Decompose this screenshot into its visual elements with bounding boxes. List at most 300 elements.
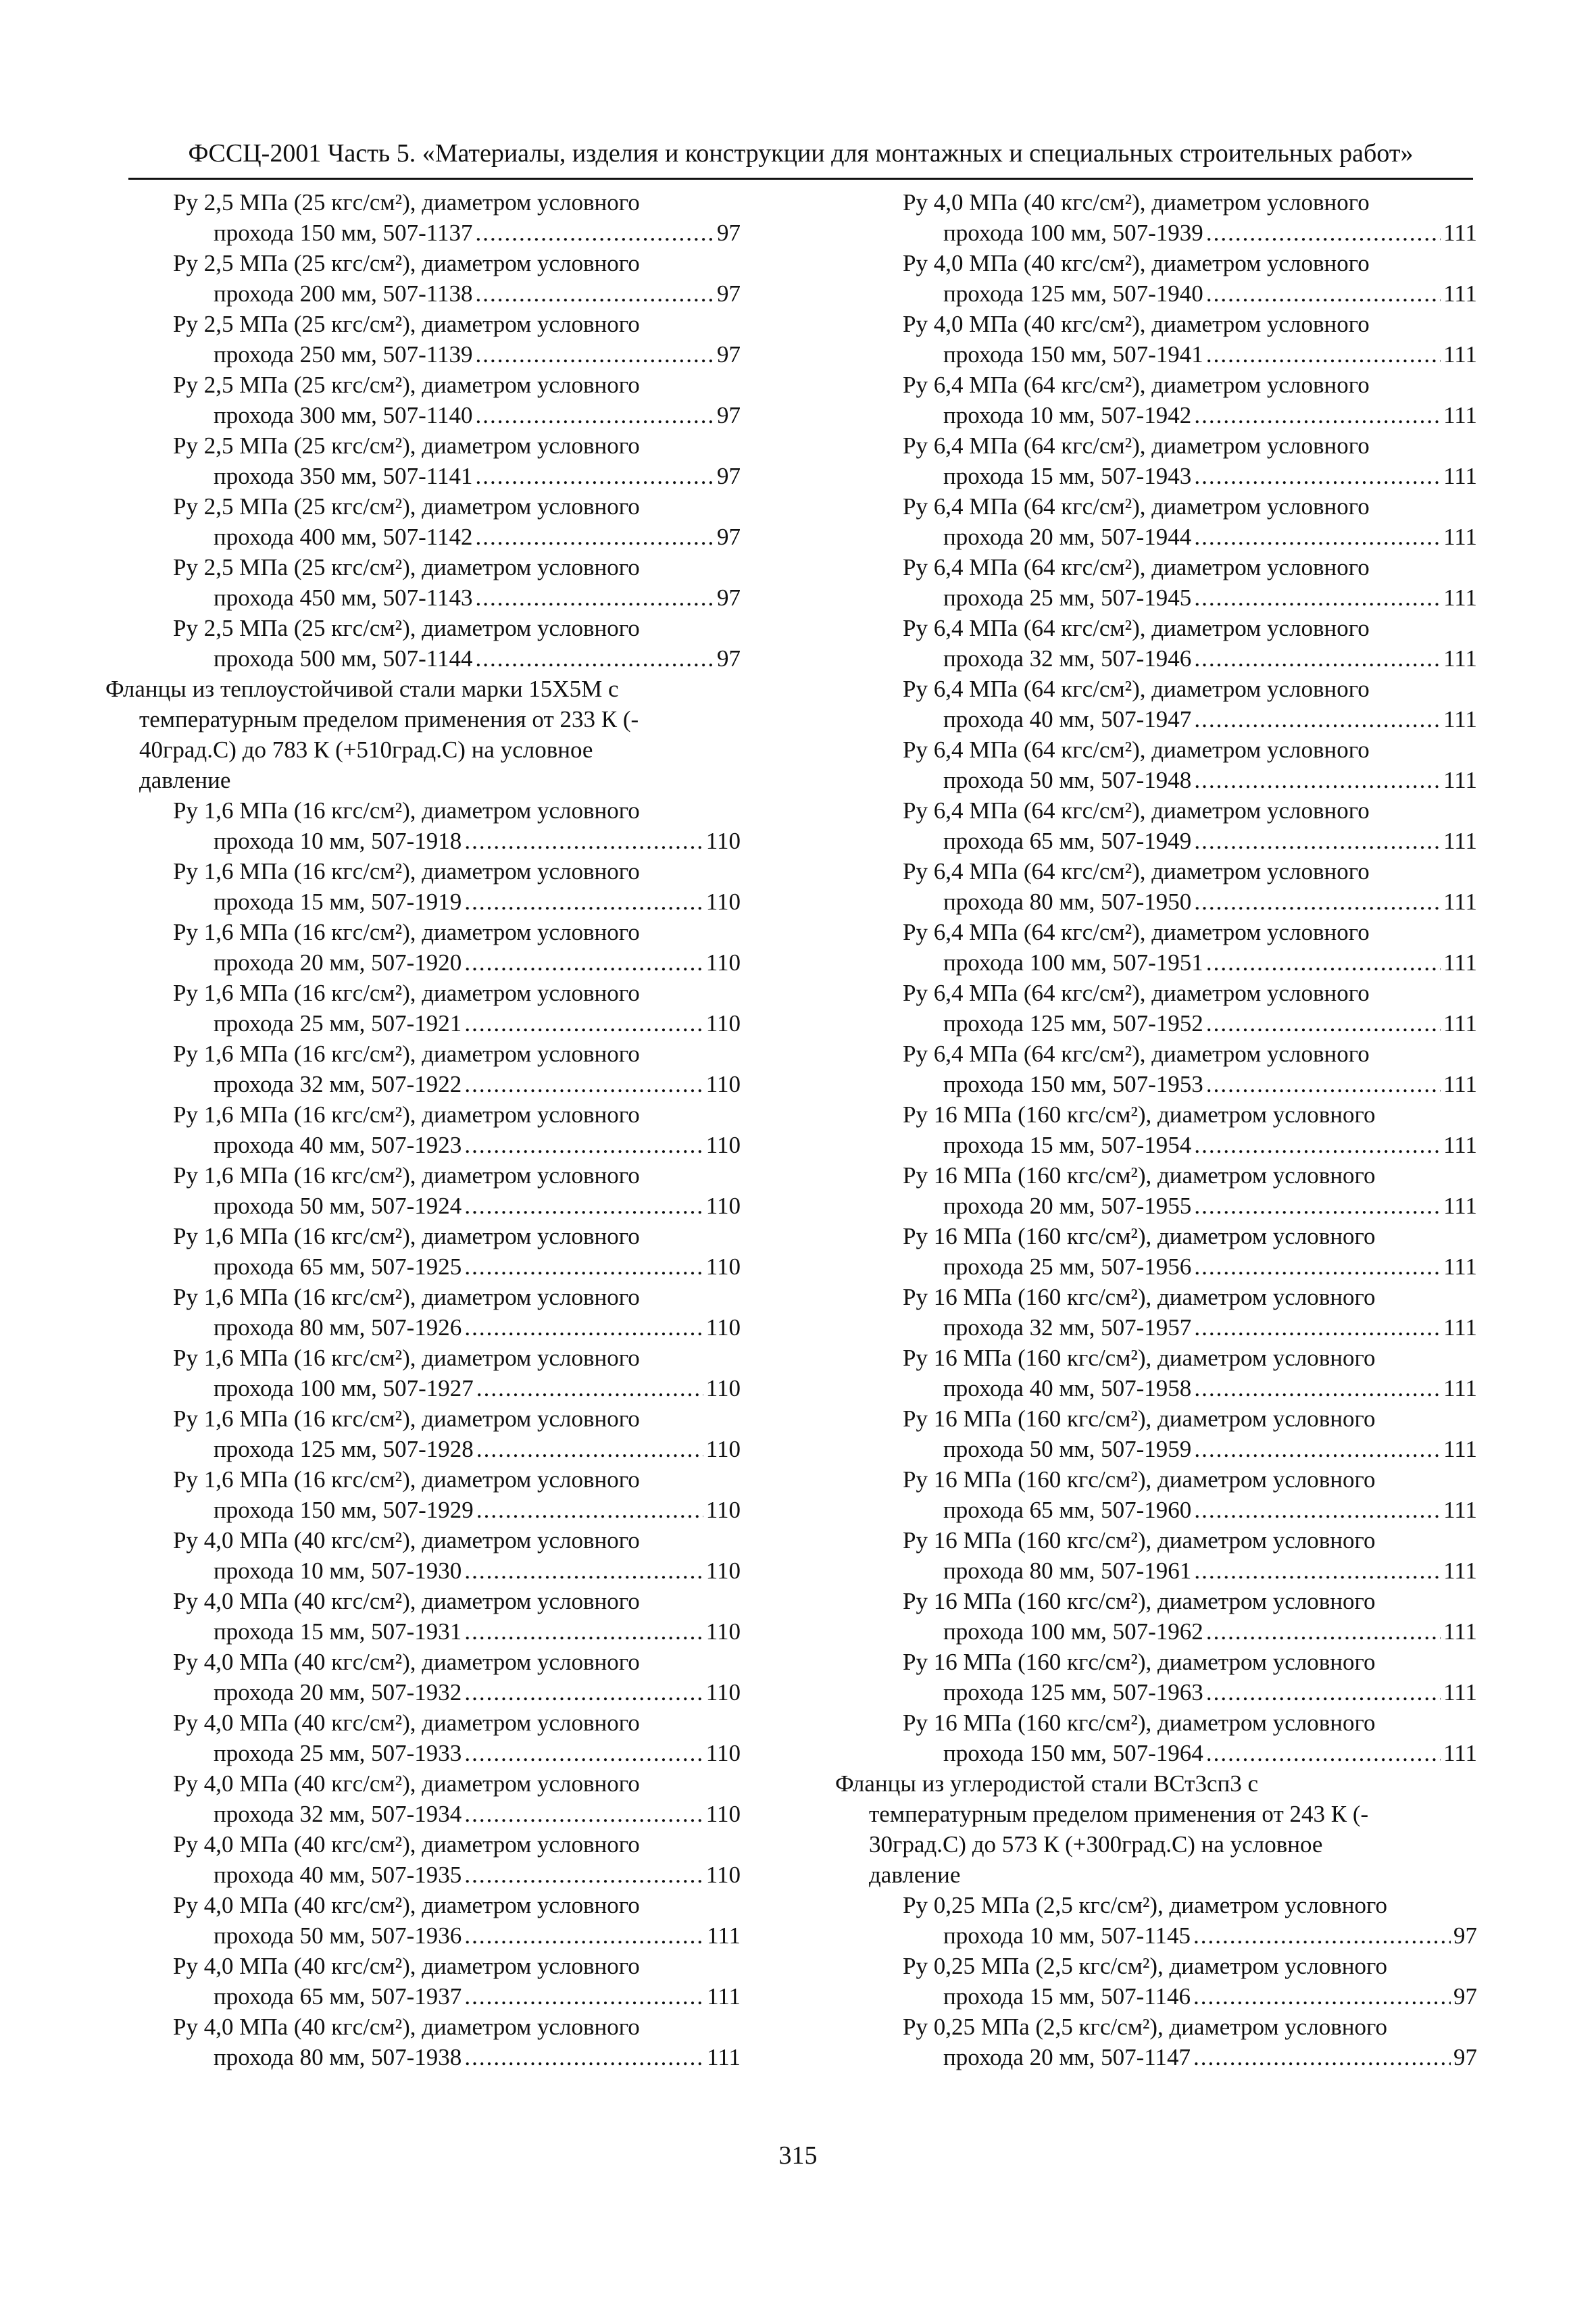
entry-code-line (105, 1920, 741, 1951)
index-entry (835, 1099, 1477, 1160)
entry-code: прохода 20 мм, 507-1920 (214, 949, 462, 976)
dot-leader (1194, 400, 1441, 430)
index-entry (105, 1343, 741, 1403)
entry-page-ref: 111 (1443, 1497, 1477, 1523)
entry-description: Ру 6,4 МПа (64 кгс/см²), диаметром условного (903, 737, 1370, 763)
dot-leader (476, 461, 714, 491)
index-entry (105, 1768, 741, 1829)
entry-page-ref: 111 (1443, 767, 1477, 793)
entry-page-ref: 97 (1453, 2044, 1477, 2070)
index-entry (835, 1343, 1477, 1403)
entry-page-ref: 111 (1443, 524, 1477, 550)
entry-code-line (105, 582, 741, 613)
entry-code: прохода 10 мм, 507-1918 (214, 828, 462, 854)
index-entry (835, 1282, 1477, 1343)
entry-page-ref: 111 (1443, 645, 1477, 672)
entry-code-line (835, 1555, 1477, 1586)
index-entry (105, 856, 741, 917)
entry-code: прохода 150 мм, 507-1941 (943, 341, 1203, 368)
entry-page-ref: 111 (1443, 1740, 1477, 1766)
entry-page-ref: 110 (705, 1314, 741, 1341)
entry-code: прохода 32 мм, 507-1922 (214, 1071, 462, 1097)
entry-description: Ру 6,4 МПа (64 кгс/см²), диаметром условного (903, 919, 1370, 945)
entry-code-line (835, 947, 1477, 978)
entry-page-ref: 111 (1443, 1132, 1477, 1158)
dot-leader (464, 2042, 704, 2072)
dot-leader (464, 1799, 703, 1829)
dot-leader (1206, 278, 1441, 309)
index-entry (105, 978, 741, 1039)
dot-leader (1206, 1008, 1441, 1039)
index-entry (105, 430, 741, 491)
entry-page-ref: 97 (717, 584, 741, 611)
entry-page-ref: 110 (705, 1375, 741, 1401)
entry-code-line (105, 1616, 741, 1647)
index-entry (105, 1708, 741, 1768)
entry-description: Ру 4,0 МПа (40 кгс/см²), диаметром условного (173, 1527, 640, 1553)
dot-leader (1194, 1312, 1441, 1343)
entry-description: Ру 16 МПа (160 кгс/см²), диаметром условного (903, 1405, 1376, 1432)
dot-leader (476, 1373, 703, 1403)
entry-description: Ру 2,5 МПа (25 кгс/см²), диаметром условного (173, 311, 640, 337)
dot-leader (464, 1860, 703, 1890)
entry-page-ref: 97 (717, 220, 741, 246)
index-entry (105, 1221, 741, 1282)
entry-code-line (835, 1373, 1477, 1403)
entry-code: прохода 50 мм, 507-1948 (943, 767, 1192, 793)
entry-code: прохода 450 мм, 507-1143 (214, 584, 473, 611)
entry-page-ref: 111 (1443, 341, 1477, 368)
entry-code: прохода 65 мм, 507-1960 (943, 1497, 1192, 1523)
dot-leader (1206, 1616, 1441, 1647)
dot-leader (1194, 704, 1441, 735)
index-entry (105, 1282, 741, 1343)
entry-code: прохода 125 мм, 507-1952 (943, 1010, 1203, 1037)
dot-leader (1194, 1251, 1441, 1282)
index-entry (105, 1829, 741, 1890)
index-entry (835, 430, 1477, 491)
entry-code: прохода 150 мм, 507-1929 (214, 1497, 474, 1523)
page-number: 315 (778, 2141, 818, 2170)
entry-code: прохода 25 мм, 507-1956 (943, 1253, 1192, 1280)
entry-page-ref: 97 (1453, 1983, 1477, 2010)
entry-description: Ру 16 МПа (160 кгс/см²), диаметром условного (903, 1588, 1376, 1614)
dot-leader (1194, 1555, 1441, 1586)
entry-page-ref: 111 (1443, 1010, 1477, 1037)
entry-code-line (105, 2042, 741, 2072)
index-entry (105, 309, 741, 370)
entry-code: прохода 250 мм, 507-1139 (214, 341, 473, 368)
dot-leader (476, 1434, 703, 1464)
entry-code: прохода 10 мм, 507-1145 (943, 1922, 1191, 1949)
entry-code-line (105, 947, 741, 978)
entry-code-line (835, 1191, 1477, 1221)
entry-code-line (835, 1251, 1477, 1282)
entry-page-ref: 97 (717, 280, 741, 307)
entry-code: прохода 25 мм, 507-1933 (214, 1740, 462, 1766)
entry-code: прохода 300 мм, 507-1140 (214, 402, 473, 428)
entry-code-line (835, 1920, 1477, 1951)
entry-description: Ру 4,0 МПа (40 кгс/см²), диаметром условного (173, 2014, 640, 2040)
entry-code: прохода 40 мм, 507-1923 (214, 1132, 462, 1158)
index-entry (835, 1464, 1477, 1525)
entry-code-line (105, 1434, 741, 1464)
entry-page-ref: 110 (705, 1862, 741, 1888)
entry-description: Ру 2,5 МПа (25 кгс/см²), диаметром условного (173, 250, 640, 276)
dot-leader (1194, 1191, 1441, 1221)
index-entry (835, 1951, 1477, 2012)
entry-code: прохода 125 мм, 507-1963 (943, 1679, 1203, 1706)
entry-code-line (835, 1495, 1477, 1525)
entry-code: прохода 125 мм, 507-1928 (214, 1436, 474, 1462)
entry-code: прохода 20 мм, 507-1944 (943, 524, 1192, 550)
dot-leader (464, 1738, 703, 1768)
entry-code-line (105, 887, 741, 917)
index-entry (835, 187, 1477, 248)
section-heading (835, 1768, 1477, 1890)
entry-description: Ру 0,25 МПа (2,5 кгс/см²), диаметром условного (903, 2014, 1387, 2040)
entry-description: Ру 16 МПа (160 кгс/см²), диаметром условного (903, 1649, 1376, 1675)
entry-description: Ру 2,5 МПа (25 кгс/см²), диаметром условного (173, 189, 640, 216)
index-entry (835, 1525, 1477, 1586)
entry-page-ref: 110 (705, 1801, 741, 1827)
entry-description: Ру 16 МПа (160 кгс/см²), диаметром условного (903, 1345, 1376, 1371)
entry-page-ref: 110 (705, 1436, 741, 1462)
section-heading-line: 40град.С) до 783 К (+510град.С) на условное (139, 737, 593, 763)
entry-description: Ру 1,6 МПа (16 кгс/см²), диаметром условного (173, 1223, 640, 1249)
entry-page-ref: 110 (705, 1132, 741, 1158)
entry-description: Ру 1,6 МПа (16 кгс/см²), диаметром условного (173, 1101, 640, 1128)
index-entry (105, 491, 741, 552)
entry-code: прохода 32 мм, 507-1934 (214, 1801, 462, 1827)
entry-code: прохода 500 мм, 507-1144 (214, 645, 473, 672)
entry-code: прохода 80 мм, 507-1961 (943, 1558, 1192, 1584)
entry-page-ref: 111 (1443, 280, 1477, 307)
dot-leader (464, 1677, 703, 1708)
entry-description: Ру 16 МПа (160 кгс/см²), диаметром условного (903, 1284, 1376, 1310)
dot-leader (464, 1555, 703, 1586)
index-entry (835, 309, 1477, 370)
entry-page-ref: 110 (705, 1497, 741, 1523)
entry-code: прохода 100 мм, 507-1927 (214, 1375, 474, 1401)
entry-code: прохода 15 мм, 507-1931 (214, 1618, 462, 1645)
entry-description: Ру 6,4 МПа (64 кгс/см²), диаметром условного (903, 980, 1370, 1006)
entry-code: прохода 150 мм, 507-1137 (214, 220, 473, 246)
entry-description: Ру 1,6 МПа (16 кгс/см²), диаметром условного (173, 1466, 640, 1493)
entry-page-ref: 111 (1443, 1253, 1477, 1280)
entry-description: Ру 1,6 МПа (16 кгс/см²), диаметром условного (173, 980, 640, 1006)
dot-leader (1194, 643, 1441, 674)
entry-code: прохода 125 мм, 507-1940 (943, 280, 1203, 307)
entry-code-line (105, 1495, 741, 1525)
dot-leader (1206, 1738, 1441, 1768)
entry-page-ref: 111 (707, 2044, 741, 2070)
entry-code-line (105, 1312, 741, 1343)
index-entry (835, 370, 1477, 430)
entry-page-ref: 111 (1443, 949, 1477, 976)
entry-description: Ру 6,4 МПа (64 кгс/см²), диаметром условного (903, 797, 1370, 824)
index-entry (835, 2012, 1477, 2072)
entry-code-line (835, 1981, 1477, 2012)
dot-leader (1193, 2042, 1451, 2072)
entry-description: Ру 2,5 МПа (25 кгс/см²), диаметром условного (173, 493, 640, 520)
entry-description: Ру 4,0 МПа (40 кгс/см²), диаметром условного (173, 1953, 640, 1979)
entry-page-ref: 111 (1443, 828, 1477, 854)
entry-code-line (835, 278, 1477, 309)
entry-description: Ру 2,5 МПа (25 кгс/см²), диаметром условного (173, 432, 640, 459)
entry-page-ref: 110 (705, 1071, 741, 1097)
entry-code-line (105, 461, 741, 491)
entry-code-line (835, 218, 1477, 248)
entry-description: Ру 6,4 МПа (64 кгс/см²), диаметром условного (903, 858, 1370, 885)
page-header: ФССЦ-2001 Часть 5. «Материалы, изделия и конструкции для монтажных и специальных строительных работ» (128, 130, 1473, 180)
entry-page-ref: 111 (707, 1922, 741, 1949)
entry-page-ref: 110 (705, 949, 741, 976)
section-heading-line: Фланцы из углеродистой стали ВСт3сп3 с (835, 1770, 1259, 1797)
entry-code-line (105, 1373, 741, 1403)
section-heading-line: давление (869, 1862, 961, 1888)
entry-description: Ру 4,0 МПа (40 кгс/см²), диаметром условного (173, 1892, 640, 1918)
index-entry (105, 1890, 741, 1951)
entry-code-line (105, 1191, 741, 1221)
entry-code-line (835, 704, 1477, 735)
dot-leader (1194, 522, 1441, 552)
entry-code-line (105, 278, 741, 309)
entry-description: Ру 4,0 МПа (40 кгс/см²), диаметром условного (173, 1770, 640, 1797)
entry-page-ref: 110 (705, 1558, 741, 1584)
entry-page-ref: 111 (1443, 1071, 1477, 1097)
entry-code-line (105, 339, 741, 370)
index-column-right (835, 187, 1477, 2072)
entry-page-ref: 111 (1443, 1436, 1477, 1462)
index-entry (835, 1221, 1477, 1282)
dot-leader (1206, 947, 1441, 978)
index-entry (835, 1586, 1477, 1647)
entry-page-ref: 110 (705, 1253, 741, 1280)
dot-leader (1193, 1920, 1451, 1951)
dot-leader (464, 1312, 703, 1343)
entry-page-ref: 111 (1443, 1558, 1477, 1584)
index-entry (835, 735, 1477, 795)
entry-description: Ру 6,4 МПа (64 кгс/см²), диаметром условного (903, 676, 1370, 702)
entry-description: Ру 1,6 МПа (16 кгс/см²), диаметром условного (173, 858, 640, 885)
dot-leader (1194, 765, 1441, 795)
entry-code: прохода 100 мм, 507-1939 (943, 220, 1203, 246)
entry-code-line (105, 1860, 741, 1890)
entry-description: Ру 1,6 МПа (16 кгс/см²), диаметром условного (173, 1162, 640, 1189)
entry-code: прохода 20 мм, 507-1932 (214, 1679, 462, 1706)
entry-code: прохода 32 мм, 507-1957 (943, 1314, 1192, 1341)
entry-code-line (835, 1738, 1477, 1768)
dot-leader (464, 1981, 704, 2012)
entry-description: Ру 1,6 МПа (16 кгс/см²), диаметром условного (173, 1284, 640, 1310)
entry-code: прохода 150 мм, 507-1953 (943, 1071, 1203, 1097)
index-entry (105, 613, 741, 674)
section-heading-line: температурным пределом применения от 243 К (- (869, 1801, 1369, 1827)
dot-leader (476, 278, 714, 309)
entry-page-ref: 111 (1443, 706, 1477, 732)
entry-code: прохода 65 мм, 507-1925 (214, 1253, 462, 1280)
entry-code-line (835, 1677, 1477, 1708)
dot-leader (1194, 826, 1441, 856)
index-entry (835, 1647, 1477, 1708)
index-column-left (105, 187, 741, 2072)
entry-code: прохода 15 мм, 507-1146 (943, 1983, 1191, 2010)
dot-leader (1206, 1069, 1441, 1099)
entry-code-line (835, 2042, 1477, 2072)
entry-code-line (835, 400, 1477, 430)
entry-code: прохода 65 мм, 507-1937 (214, 1983, 462, 2010)
entry-page-ref: 111 (707, 1983, 741, 2010)
index-entry (835, 1890, 1477, 1951)
entry-description: Ру 4,0 МПа (40 кгс/см²), диаметром условного (903, 189, 1370, 216)
entry-code: прохода 15 мм, 507-1943 (943, 463, 1192, 489)
entry-code: прохода 50 мм, 507-1936 (214, 1922, 462, 1949)
section-heading-line: температурным пределом применения от 233 К (- (139, 706, 639, 732)
index-entry (105, 370, 741, 430)
entry-code: прохода 100 мм, 507-1962 (943, 1618, 1203, 1645)
entry-code-line (835, 1130, 1477, 1160)
entry-page-ref: 110 (705, 1679, 741, 1706)
index-entry (835, 552, 1477, 613)
entry-description: Ру 4,0 МПа (40 кгс/см²), диаметром условного (173, 1588, 640, 1614)
entry-description: Ру 16 МПа (160 кгс/см²), диаметром условного (903, 1527, 1376, 1553)
entry-code: прохода 80 мм, 507-1938 (214, 2044, 462, 2070)
entry-code-line (105, 1251, 741, 1282)
entry-code: прохода 20 мм, 507-1147 (943, 2044, 1191, 2070)
dot-leader (476, 582, 714, 613)
entry-code-line (105, 1981, 741, 2012)
entry-description: Ру 16 МПа (160 кгс/см²), диаметром условного (903, 1162, 1376, 1189)
entry-page-ref: 97 (1453, 1922, 1477, 1949)
index-entry (105, 795, 741, 856)
entry-code-line (835, 887, 1477, 917)
entry-description: Ру 16 МПа (160 кгс/см²), диаметром условного (903, 1101, 1376, 1128)
dot-leader (1194, 461, 1441, 491)
entry-code: прохода 25 мм, 507-1921 (214, 1010, 462, 1037)
index-entry (105, 1403, 741, 1464)
entry-description: Ру 6,4 МПа (64 кгс/см²), диаметром условного (903, 493, 1370, 520)
dot-leader (464, 887, 703, 917)
dot-leader (464, 1920, 704, 1951)
dot-leader (1194, 1130, 1441, 1160)
dot-leader (476, 1495, 703, 1525)
index-entry (835, 613, 1477, 674)
entry-code-line (835, 1312, 1477, 1343)
index-entry (105, 917, 741, 978)
entry-page-ref: 110 (705, 1193, 741, 1219)
entry-code-line (835, 522, 1477, 552)
entry-page-ref: 110 (705, 1618, 741, 1645)
entry-page-ref: 111 (1443, 1679, 1477, 1706)
dot-leader (1206, 339, 1441, 370)
index-entry (105, 1647, 741, 1708)
entry-code-line (835, 643, 1477, 674)
index-entry (105, 187, 741, 248)
dot-leader (1206, 218, 1441, 248)
entry-page-ref: 97 (717, 463, 741, 489)
entry-code: прохода 80 мм, 507-1926 (214, 1314, 462, 1341)
index-entry (105, 1525, 741, 1586)
index-entry (105, 1039, 741, 1099)
dot-leader (476, 400, 714, 430)
entry-code-line (835, 1616, 1477, 1647)
entry-code: прохода 15 мм, 507-1919 (214, 889, 462, 915)
dot-leader (464, 1191, 703, 1221)
entry-code: прохода 150 мм, 507-1964 (943, 1740, 1203, 1766)
index-entry (835, 491, 1477, 552)
entry-description: Ру 1,6 МПа (16 кгс/см²), диаметром условного (173, 1345, 640, 1371)
entry-code-line (105, 1069, 741, 1099)
entry-description: Ру 1,6 МПа (16 кгс/см²), диаметром условного (173, 1405, 640, 1432)
entry-page-ref: 111 (1443, 584, 1477, 611)
entry-description: Ру 1,6 МПа (16 кгс/см²), диаметром условного (173, 1041, 640, 1067)
entry-description: Ру 6,4 МПа (64 кгс/см²), диаметром условного (903, 615, 1370, 641)
entry-code: прохода 65 мм, 507-1949 (943, 828, 1192, 854)
entry-code-line (105, 643, 741, 674)
entry-code: прохода 400 мм, 507-1142 (214, 524, 473, 550)
dot-leader (464, 1251, 703, 1282)
index-entry (105, 1099, 741, 1160)
entry-code: прохода 10 мм, 507-1942 (943, 402, 1192, 428)
entry-page-ref: 111 (1443, 1193, 1477, 1219)
entry-code: прохода 50 мм, 507-1924 (214, 1193, 462, 1219)
entry-description: Ру 4,0 МПа (40 кгс/см²), диаметром условного (903, 311, 1370, 337)
entry-description: Ру 1,6 МПа (16 кгс/см²), диаметром условного (173, 919, 640, 945)
entry-description: Ру 6,4 МПа (64 кгс/см²), диаметром условного (903, 432, 1370, 459)
entry-code-line (105, 218, 741, 248)
entry-code-line (835, 1434, 1477, 1464)
entry-page-ref: 110 (705, 1740, 741, 1766)
entry-code: прохода 20 мм, 507-1955 (943, 1193, 1192, 1219)
entry-code-line (105, 1738, 741, 1768)
entry-page-ref: 111 (1443, 1375, 1477, 1401)
entry-page-ref: 97 (717, 645, 741, 672)
entry-code-line (835, 1069, 1477, 1099)
dot-leader (476, 643, 714, 674)
index-entry (105, 1951, 741, 2012)
entry-description: Ру 4,0 МПа (40 кгс/см²), диаметром условного (903, 250, 1370, 276)
entry-code: прохода 25 мм, 507-1945 (943, 584, 1192, 611)
entry-description: Ру 16 МПа (160 кгс/см²), диаметром условного (903, 1223, 1376, 1249)
dot-leader (476, 339, 714, 370)
dot-leader (1194, 582, 1441, 613)
dot-leader (464, 1616, 703, 1647)
section-heading-line: давление (139, 767, 231, 793)
index-entry (835, 795, 1477, 856)
entry-page-ref: 110 (705, 828, 741, 854)
entry-code-line (105, 1799, 741, 1829)
index-entry (105, 1160, 741, 1221)
dot-leader (476, 522, 714, 552)
entry-code-line (105, 522, 741, 552)
index-entry (835, 1039, 1477, 1099)
entry-code-line (835, 461, 1477, 491)
entry-description: Ру 2,5 МПа (25 кгс/см²), диаметром условного (173, 554, 640, 580)
section-heading-line: Фланцы из теплоустойчивой стали марки 15Х5М с (105, 676, 619, 702)
index-entry (835, 856, 1477, 917)
entry-description: Ру 2,5 МПа (25 кгс/см²), диаметром условного (173, 615, 640, 641)
section-heading (105, 674, 741, 795)
entry-description: Ру 4,0 МПа (40 кгс/см²), диаметром условного (173, 1649, 640, 1675)
entry-description: Ру 4,0 МПа (40 кгс/см²), диаметром условного (173, 1831, 640, 1858)
entry-description: Ру 0,25 МПа (2,5 кгс/см²), диаметром условного (903, 1953, 1387, 1979)
index-entry (835, 1403, 1477, 1464)
entry-page-ref: 111 (1443, 1314, 1477, 1341)
dot-leader (476, 218, 714, 248)
entry-code: прохода 100 мм, 507-1951 (943, 949, 1203, 976)
entry-code-line (835, 1008, 1477, 1039)
